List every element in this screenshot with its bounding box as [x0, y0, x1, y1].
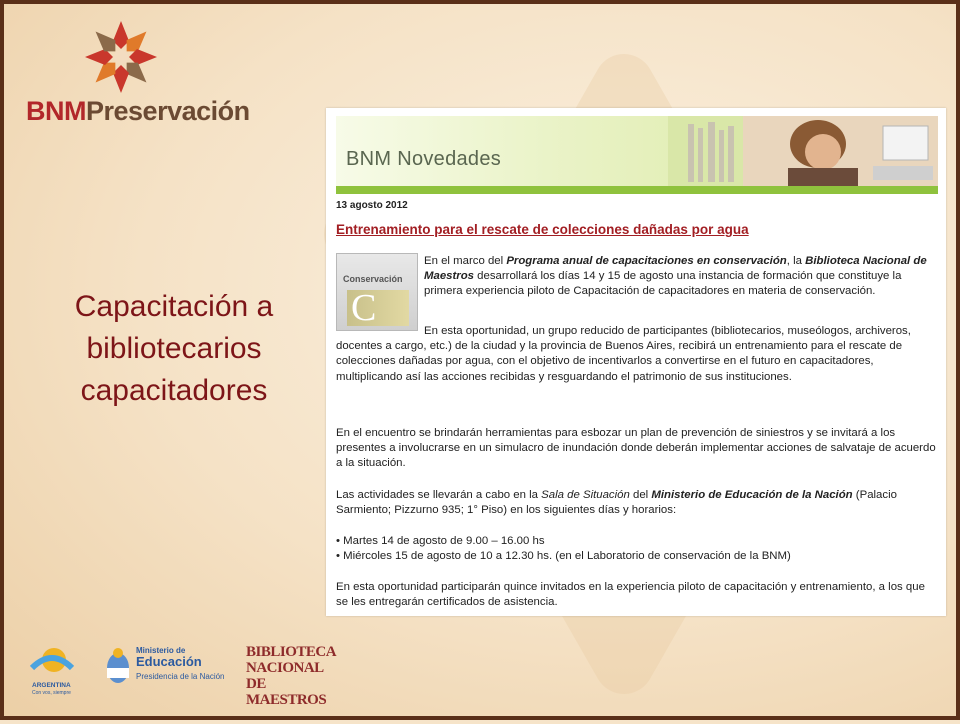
- paragraph-4: [336, 488, 939, 518]
- badge-label: Conservación: [343, 274, 403, 284]
- paragraph-3: En el encuentro se brindarán herramientas para esbozar un plan de prevención de siniestros y se invitará a los presentes a involucrarse en un simulacro de inundación donde deberán implementar acciones de salvataje de acuerdo a la situación.: [336, 427, 936, 470]
- argentina-sun-icon: [30, 640, 74, 680]
- argentina-subtext: Con vos, siempre: [32, 690, 71, 696]
- p4-text-c: del: [629, 489, 652, 501]
- p4-room-name: Sala de Situación: [541, 489, 630, 501]
- p4-ministry-name: Ministerio de Educación de la Nación: [651, 489, 853, 501]
- argentina-text: ARGENTINA: [32, 682, 71, 689]
- footer-logos: [30, 640, 337, 708]
- paragraph-2: [336, 324, 939, 385]
- argentina-logo: [30, 640, 86, 696]
- banner-title: BNM Novedades: [346, 148, 502, 170]
- p4-text-e: (Palacio Sarmiento; Pizzurno 935; 1° Piso) en los siguientes días y horarios:: [336, 489, 897, 517]
- schedule-item: • Martes 14 de agosto de 9.00 – 16.00 hs: [336, 535, 545, 547]
- paragraph-5: En esta oportunidad participarán quince invitados en la experiencia piloto de capacitación y entrenamiento, a los que se les entregarán certificados de asistencia.: [336, 581, 925, 609]
- banner-photo-icon: [668, 116, 938, 186]
- article-date: 13 agosto 2012: [336, 200, 408, 211]
- p4-text-a: Las actividades se llevarán a cabo en la: [336, 489, 542, 501]
- schedule-list: [336, 534, 939, 564]
- heading-line-3: capacitadores: [80, 374, 268, 407]
- schedule-item: • Miércoles 15 de agosto de 10 a 12.30 hs. (en el Laboratorio de conservación de la BNM): [336, 550, 791, 563]
- logo-text-bnm: BNM: [26, 96, 86, 126]
- ministry-line-3: Presidencia de la Nación: [136, 672, 225, 681]
- biblioteca-nacional-maestros-logo: [246, 644, 337, 708]
- heading-line-1: Capacitación a: [74, 290, 274, 323]
- newsletter-banner: [336, 116, 938, 194]
- conservacion-badge: [336, 253, 418, 331]
- ministry-line-1: Ministerio de: [136, 646, 186, 655]
- ministry-line-2: Educación: [136, 654, 202, 669]
- badge-letter: C: [347, 290, 409, 326]
- logo-text-preservacion: Preservación: [86, 96, 250, 126]
- p1-text-c: , la: [786, 255, 806, 267]
- bnm-logo-line-2: NACIONAL: [246, 660, 324, 676]
- coat-of-arms-icon: [104, 646, 132, 688]
- p1-library-name: Biblioteca Nacional de Maestros: [424, 255, 927, 283]
- flower-logo-icon: [81, 18, 161, 96]
- slide-heading: [34, 286, 314, 412]
- ministerio-educacion-logo: [104, 646, 254, 696]
- heading-line-2: bibliotecarios: [86, 332, 262, 365]
- p2-text: En esta oportunidad, un grupo reducido de participantes (bibliotecarios, museólogos, archiveros, docentes a cargo, etc.) de la ciudad y la provincia de Buenos Aires, recibirá un entrenamiento para el rescate de colecciones dañadas por agua, con el objetivo de incentivarlos a convertirse en el futuro en capacitadores, multiplicando así las acciones recibidas y resguardando el patrimonio de sus instituciones.: [336, 325, 911, 383]
- logo-wordmark: [26, 96, 250, 127]
- bnm-logo-line-3: DE MAESTROS: [246, 676, 327, 708]
- paragraph-1: [424, 254, 939, 300]
- p1-text-e: desarrollará los días 14 y 15 de agosto una instancia de formación que constituye la primera experiencia piloto de Capacitación de capacitadores en materia de conservación.: [424, 270, 902, 298]
- article-title-link[interactable]: Entrenamiento para el rescate de colecciones dañadas por agua: [336, 222, 749, 237]
- bnm-preservacion-logo: [26, 18, 250, 138]
- bnm-logo-line-1: BIBLIOTECA: [246, 644, 337, 660]
- p1-text-a: En el marco del: [424, 255, 507, 267]
- p1-program-name: Programa anual de capacitaciones en conservación: [506, 255, 787, 267]
- newsletter-screenshot: [326, 108, 946, 616]
